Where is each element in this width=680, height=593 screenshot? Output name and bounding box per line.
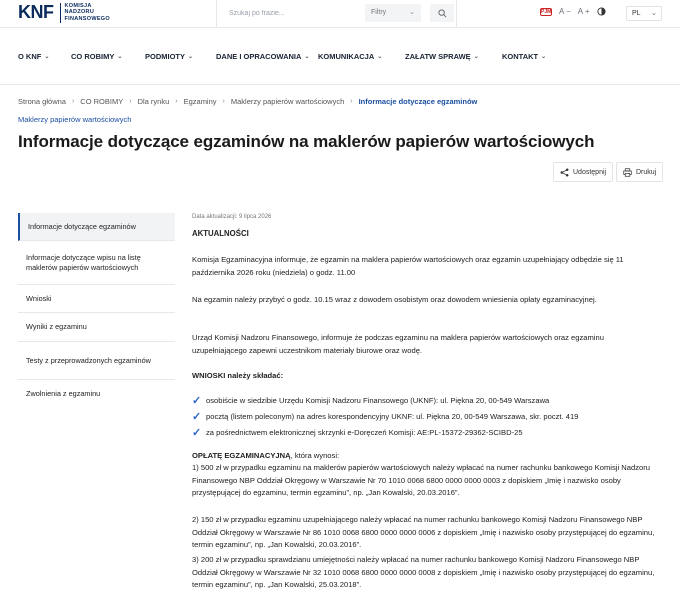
chevron-down-icon: ⌄ — [409, 9, 415, 16]
logo-mark: KNF — [18, 2, 54, 22]
nav-item-komunikacja[interactable] — [318, 52, 382, 61]
sidebar-item-label: Wnioski — [26, 293, 52, 303]
sign-language-icon[interactable]: PJM — [541, 8, 552, 15]
search-button[interactable] — [430, 4, 454, 22]
main-navigation — [0, 28, 680, 85]
sidebar — [18, 213, 175, 408]
fee-item: 3) 200 zł w przypadku sprawdzianu umiejętności należy wpłacać na numer rachunku bankowego Komisji Nadzoru Finansowego NBP Oddział Okręgowy w Warszawie Nr 32 1010 0068 6800 0000 0000 0008 z dopiskiem „Imię i nazwisko osoby przystępującej do egzaminu, termin egzaminu”, np. „Jan Kowalski, 25.03.2018”. — [192, 555, 655, 590]
knf-logo[interactable] — [18, 2, 110, 23]
paragraph-materials: Urząd Komisji Nadzoru Finansowego, informuje że podczas egzaminu na maklera papierów wartościowych oraz egzaminu uzupełniającego zapewni uczestnikom materiały biurowe oraz wodę. — [192, 333, 604, 355]
logo-line: KOMISJA — [64, 3, 92, 10]
chevron-down-icon: ⌄ — [304, 54, 310, 60]
sidebar-item-wnioski[interactable] — [18, 285, 175, 313]
language-select[interactable] — [626, 6, 662, 21]
sidebar-item-label: Informacje dotyczące egzaminów — [28, 221, 136, 231]
nav-item-co-robimy[interactable] — [71, 52, 122, 61]
breadcrumb-link[interactable]: Egzaminy — [183, 97, 217, 106]
list-item-text: osobiście w siedzibie Urzędu Komisji Nadzoru Finansowego (UKNF): ul. Piękna 20, 00-549 Warszawa — [206, 396, 550, 405]
breadcrumb-link[interactable]: CO ROBIMY — [80, 97, 124, 106]
share-button[interactable] — [553, 162, 613, 182]
chevron-right-icon: › — [175, 98, 178, 105]
search-icon — [438, 9, 447, 18]
logo-divider — [60, 3, 61, 23]
sidebar-item-testy[interactable] — [18, 342, 175, 380]
font-larger-button[interactable]: A + — [577, 7, 590, 16]
list-item — [192, 426, 523, 439]
share-icon — [560, 168, 569, 177]
nav-label: DANE I OPRACOWANIA — [216, 52, 302, 61]
sidebar-item-label: Informacje dotyczące wpisu na listę maklerów papierów wartościowych — [26, 252, 141, 272]
fee-item: 1) 500 zł w przypadku egzaminu na maklerów papierów wartościowych należy wpłacać na numer rachunku bankowego Komisji Nadzoru Finansowego NBP Oddział Okręgowy w Warszawie Nr 70 1010 0068 6800 0000 0000 0003 z dopiskiem „Imię i nazwisko osoby przystępującej do egzaminu, termin egzaminu”, np. „Jan Kowalski, 20.03.2016”. — [192, 463, 650, 498]
nav-item-o-knf[interactable] — [18, 52, 49, 61]
nav-item-dane[interactable] — [216, 52, 309, 61]
chevron-down-icon: ⌄ — [44, 54, 50, 60]
share-label: Udostępnij — [573, 168, 607, 176]
chevron-down-icon: ⌄ — [188, 54, 194, 60]
print-button[interactable] — [616, 162, 663, 182]
breadcrumb-link[interactable]: Maklerzy papierów wartościowych — [230, 97, 345, 106]
font-smaller-button[interactable]: A − — [559, 7, 571, 16]
fee-item: 2) 150 zł w przypadku egzaminu uzupełniającego należy wpłacać na numer rachunku bankowego Komisji Nadzoru Finansowego NBP Oddział Okręgowy w Warszawie Nr 86 1010 0068 6800 0000 0000 0006 z dopiskiem „Imię i nazwisko osoby przystępującej do egzaminu, termin egzaminu”, np. „Jan Kowalski, 20.03.2016”. — [192, 515, 655, 550]
sidebar-item-wpis-na-liste[interactable] — [18, 241, 175, 285]
sidebar-item-wyniki[interactable] — [18, 313, 175, 342]
nav-item-podmioty[interactable] — [145, 52, 193, 61]
nav-label: KOMUNIKACJA — [318, 52, 375, 61]
print-label: Drukuj — [636, 168, 657, 176]
chevron-down-icon: ⌄ — [117, 54, 123, 60]
applications-heading: WNIOSKI należy składać: — [192, 371, 284, 380]
breadcrumb-link[interactable]: Strona główna — [18, 97, 66, 106]
sidebar-item-label: Testy z przeprowadzonych egzaminów — [26, 355, 151, 365]
paragraph-arrival: Na egzamin należy przybyć o godz. 10.15 wraz z dowodem osobistym oraz dowodem wniesienia opłaty egzaminacyjnej. — [192, 295, 597, 304]
chevron-right-icon: › — [350, 98, 353, 105]
nav-label: PODMIOTY — [145, 52, 186, 61]
sidebar-item-zwolnienia[interactable] — [18, 380, 175, 408]
filters-label: Filtry — [371, 9, 387, 16]
page-title: Informacje dotyczące egzaminów na maklerów papierów wartościowych — [18, 132, 595, 151]
breadcrumb-current: Informacje dotyczące egzaminów — [358, 97, 478, 106]
chevron-right-icon: › — [71, 98, 75, 105]
paragraph-exam-date: Komisja Egzaminacyjna informuje, że egzamin na maklera papierów wartościowych oraz egzamin uzupełniający odbędzie się 11 października 2026 roku (niedziela) o godz. 11.00 — [192, 255, 624, 277]
search-bar — [216, 0, 457, 28]
chevron-down-icon: ⌄ — [541, 54, 547, 60]
chevron-right-icon: › — [129, 98, 132, 105]
list-item-text: pocztą (listem poleconym) na adres korespondencyjny UKNF: ul. Piękna 20, 00-549 Warszawa, skr. poczt. 419 — [206, 412, 579, 421]
search-input[interactable] — [223, 5, 373, 21]
nav-label: KONTAKT — [502, 52, 539, 61]
chevron-right-icon: › — [222, 98, 225, 105]
top-bar — [0, 0, 680, 28]
fee-heading-bold: OPŁATĘ EGZAMINACYJNĄ — [192, 451, 291, 460]
list-item-text: za pośrednictwem elektronicznej skrzynki e-Doręczeń Komisji: AE:PL-15372-29362-SCIBD-25 — [206, 428, 523, 437]
chevron-down-icon: ⌄ — [473, 54, 479, 60]
sidebar-item-informacje[interactable] — [18, 213, 175, 241]
checkmark-icon: ✓ — [192, 411, 202, 423]
nav-label: ZAŁATW SPRAWĘ — [405, 52, 471, 61]
logo-line: FINANSOWEGO — [64, 15, 110, 22]
nav-item-kontakt[interactable] — [502, 52, 546, 61]
nav-label: O KNF — [18, 52, 42, 61]
breadcrumb-link[interactable]: Dla rynku — [137, 97, 170, 106]
category-link[interactable]: Maklerzy papierów wartościowych — [18, 115, 132, 124]
news-heading: AKTUALNOŚCI — [192, 229, 249, 238]
sidebar-item-label: Zwolnienia z egzaminu — [26, 389, 101, 398]
fee-heading-rest: , która wynosi: — [290, 451, 340, 460]
checkmark-icon: ✓ — [192, 427, 202, 439]
chevron-down-icon: ⌄ — [377, 54, 383, 60]
sidebar-item-label: Wyniki z egzaminu — [26, 322, 87, 331]
update-date: Data aktualizacji: 9 lipca 2026 — [192, 214, 272, 220]
logo-line: NADZORU — [64, 9, 95, 16]
language-label: PL — [632, 10, 641, 17]
nav-label: CO ROBIMY — [71, 52, 115, 61]
contrast-icon[interactable] — [597, 7, 606, 16]
printer-icon — [623, 168, 632, 177]
filters-dropdown[interactable] — [365, 4, 421, 22]
accessibility-tools — [540, 7, 606, 16]
breadcrumb — [18, 97, 477, 106]
list-item — [192, 410, 578, 423]
logo-text — [65, 3, 110, 22]
list-item — [192, 394, 549, 407]
chevron-down-icon: ⌄ — [651, 10, 657, 17]
article-content — [192, 214, 662, 590]
checkmark-icon: ✓ — [192, 395, 202, 407]
nav-item-zalatw-sprawe[interactable] — [405, 52, 479, 61]
fee-heading — [192, 450, 657, 463]
